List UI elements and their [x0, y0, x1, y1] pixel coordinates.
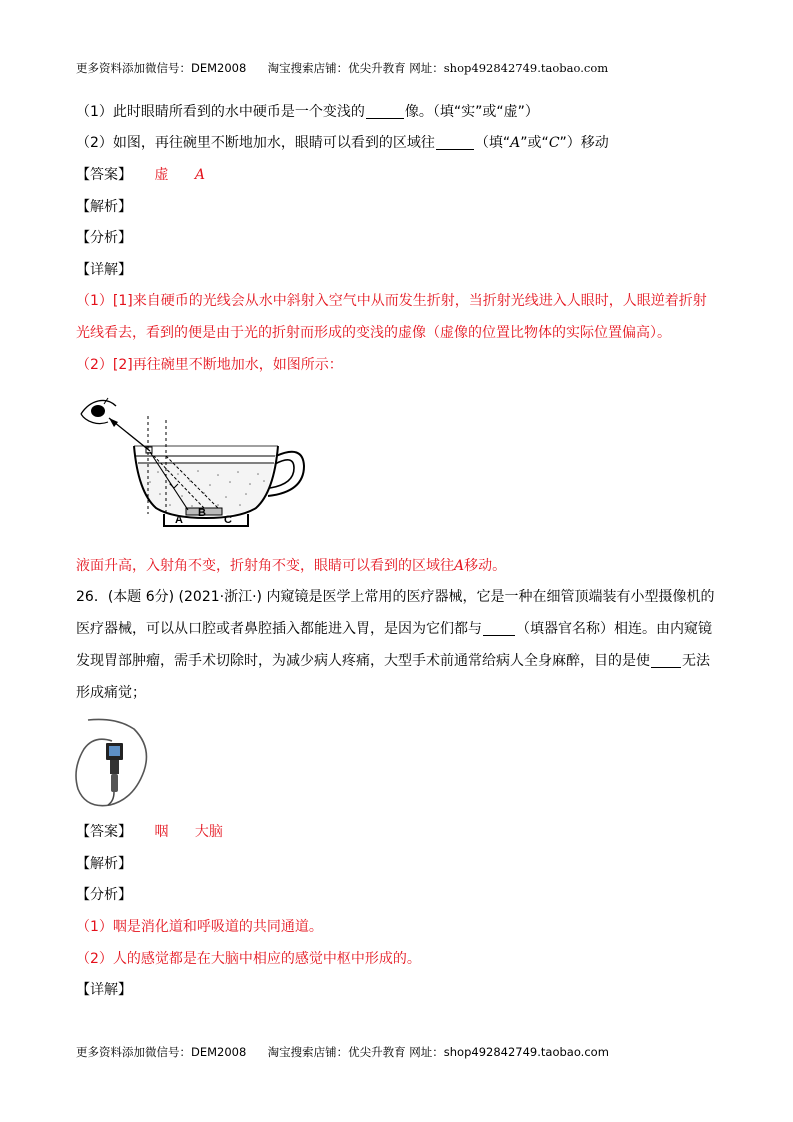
answer-value-1: 咽: [154, 824, 169, 840]
page-header: [76, 60, 608, 76]
q26-answer: [76, 823, 223, 841]
bowl-refraction-figure: [78, 392, 310, 542]
answer-blank: [366, 104, 404, 119]
q25-detail-2: （2）[2]再往碗里不断地加水，如图所示：: [76, 357, 343, 373]
footer-site-label: 网址：: [409, 1045, 444, 1059]
conclusion-option-a: A: [454, 558, 465, 574]
q25-part2-text-c: ”或“: [520, 135, 549, 151]
figure-label-c: C: [224, 514, 232, 526]
q26-fenxi-1: （1）咽是消化道和呼吸道的共同通道。: [76, 919, 323, 935]
q25-conclusion: [76, 557, 506, 575]
q25-detail-1: （1）[1]来自硬币的光线会从水中斜射入空气中从而发生折射，当折射光线进入人眼时，人眼逆着折射光线看去，看到的便是由于光的折射而形成的变浅的虚像（虚像的位置比物体的实际位置偏高）。: [76, 293, 707, 341]
header-shop: 淘宝搜索店铺：优尖升教育: [267, 61, 406, 75]
figure-label-b: B: [198, 507, 206, 519]
q25-conclusion-text: 液面升高，入射角不变，折射角不变，眼睛可以看到的区域往: [76, 558, 454, 574]
q26-stem-text-a: 26．(本题 6分) (2021·浙江·) 内窥镜是医学上常用的医疗器械，它是一种在细管顶端装有小型摄像机的医疗器械，可以从口腔或者鼻腔插入都能进入胃，是因为它们都与: [76, 589, 715, 637]
q25-part1: [76, 103, 539, 121]
answer-value-2: 大脑: [194, 824, 223, 840]
q25-part2-text-b: （填“: [474, 135, 511, 151]
figure-label-a: A: [175, 514, 183, 526]
option-c: C: [548, 135, 560, 151]
q25-part1-text: （1）此时眼睛所看到的水中硬币是一个变浅的: [76, 104, 365, 120]
q26-fenxi-2: （2）人的感觉都是在大脑中相应的感觉中枢中形成的。: [76, 951, 421, 967]
q26-stem: [76, 581, 716, 709]
answer-label: 【答案】: [76, 167, 132, 183]
header-wechat: 更多资料添加微信号：DEM2008: [76, 61, 247, 75]
answer-blank: [651, 653, 681, 668]
analysis-label: 【解析】: [76, 199, 132, 215]
answer-blank: [436, 135, 474, 150]
footer-site-url[interactable]: shop492842749.taobao.com: [443, 1045, 609, 1059]
footer-shop: 淘宝搜索店铺：优尖升教育: [267, 1045, 406, 1059]
detail-label: 【详解】: [76, 982, 132, 998]
q25-conclusion-text-b: 移动。: [464, 558, 507, 574]
q25-part1-text-b: 像。（填“实”或“虚”）: [404, 104, 539, 120]
q26-stem-text-b: （填器官名称）相连。由内窥镜发现胃部肿瘤，需手术切除时，为减少病人疼痛，大型手术前通常给病人全身麻醉，目的是使: [76, 621, 712, 669]
option-a: A: [510, 135, 521, 151]
q25-part2-text-d: ”）移动: [559, 135, 609, 151]
endoscope-figure: [72, 713, 154, 813]
q25-part2: [76, 134, 609, 152]
q26-stem-text-c: 无法形成痛觉；: [76, 653, 710, 701]
answer-label: 【答案】: [76, 824, 132, 840]
detail-label: 【详解】: [76, 262, 132, 278]
q25-answer: [76, 166, 205, 184]
answer-value-2: A: [194, 167, 206, 183]
q25-part2-text: （2）如图，再往碗里不断地加水，眼睛可以看到的区域往: [76, 135, 435, 151]
answer-blank: [483, 621, 515, 636]
header-site-url[interactable]: shop492842749.taobao.com: [443, 61, 609, 75]
answer-value-1: 虚: [154, 167, 169, 183]
fenxi-label: 【分析】: [76, 887, 132, 903]
fenxi-label: 【分析】: [76, 230, 132, 246]
header-site-label: 网址：: [409, 61, 444, 75]
footer-wechat: 更多资料添加微信号：DEM2008: [76, 1045, 247, 1059]
analysis-label: 【解析】: [76, 856, 132, 872]
page-footer: [76, 1044, 609, 1060]
